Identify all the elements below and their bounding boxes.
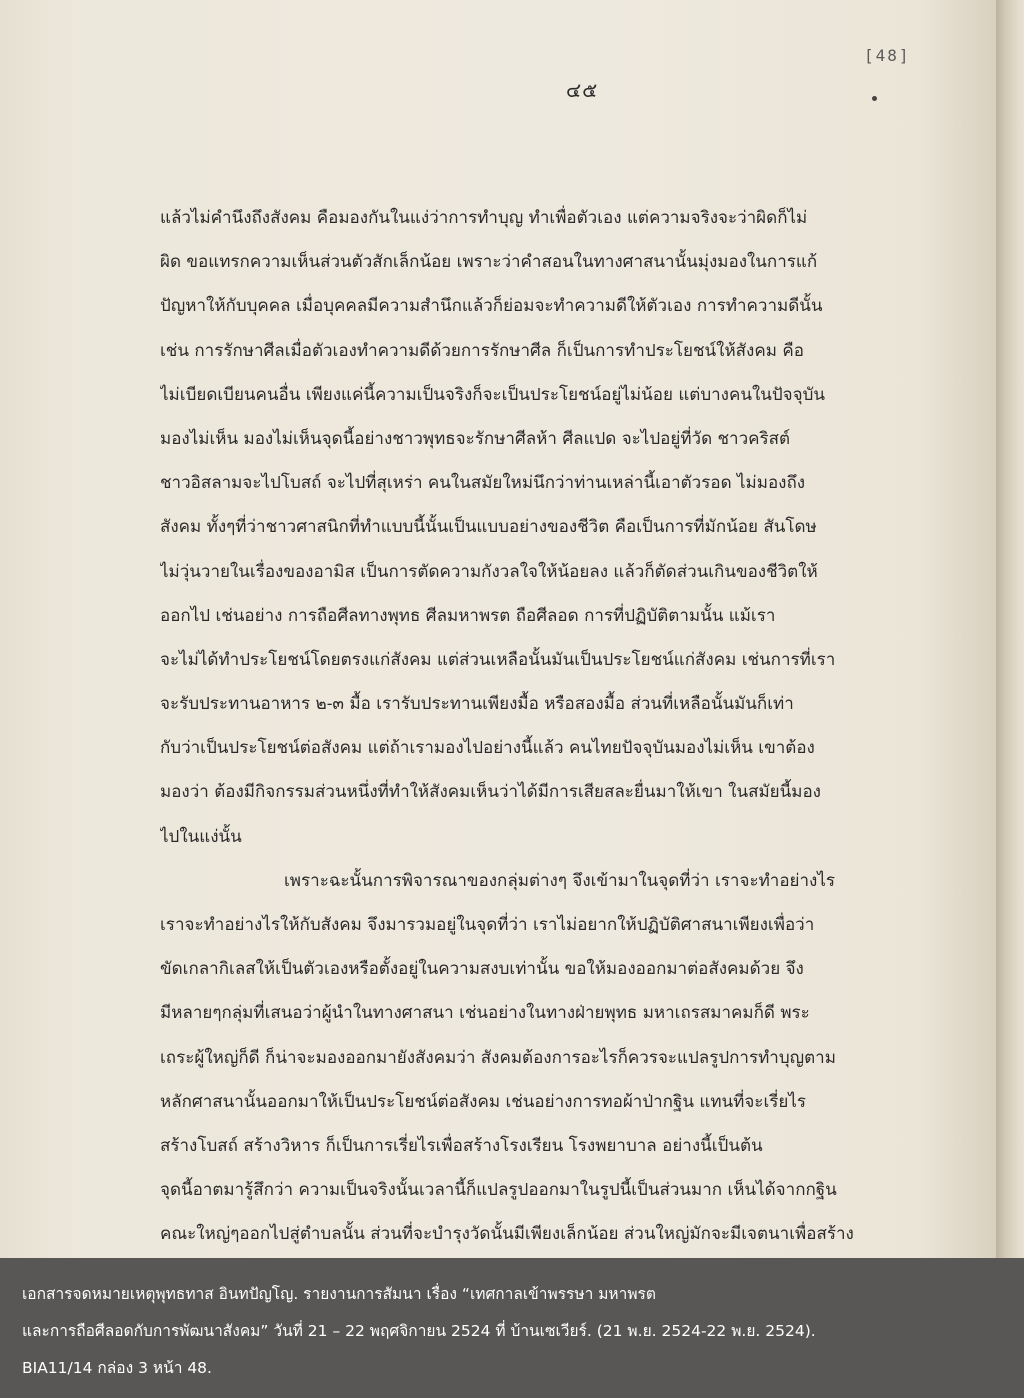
text-line: ออกไป เช่นอย่าง การถือศีลทางพุทธ ศีลมหาพรต ถือศีลอด การที่ปฏิบัติตามนั้น แม้เรา	[160, 605, 776, 626]
text-line: แล้วไม่คำนึงถึงสังคม คือมองกันในแง่ว่าการทำบุญ ทำเพื่อตัวเอง แต่ความจริงจะว่าผิดก็ไม่	[160, 208, 808, 228]
text-line: ไม่เบียดเบียนคนอื่น เพียงแค่นี้ความเป็นจริงก็จะเป็นประโยชน์อยู่ไม่น้อย แต่บางคนในปัจจุบัน	[160, 384, 825, 405]
caption-line: เอกสารจดหมายเหตุพุทธทาส อินทปัญโญ. รายงานการสัมนา เรื่อง “เทศกาลเข้าพรรษา มหาพรต	[22, 1285, 656, 1303]
text-line: สังคม ทั้งๆที่ว่าชาวศาสนิกที่ทำแบบนี้นั้นเป็นแบบอย่างของชีวิต คือเป็นการที่มักน้อย สันโดษ	[160, 517, 817, 538]
page-number: ๔๕	[566, 78, 599, 102]
text-line-indented: เพราะฉะนั้นการพิจารณาของกลุ่มต่างๆ จึงเข้ามาในจุดที่ว่า เราจะทำอย่างไร	[284, 870, 836, 891]
caption-line: และการถือศีลอดกับการพัฒนาสังคม” วันที่ 21 – 22 พฤศจิกายน 2524 ที่ บ้านเซเวียร์. (21 พ.ย. 2524-22 พ.ย. 2524).	[22, 1322, 816, 1340]
archive-page-number: [48]	[864, 46, 911, 65]
text-line: สร้างโบสถ์ สร้างวิหาร ก็เป็นการเรี่ยไรเพื่อสร้างโรงเรียน โรงพยาบาล อย่างนี้เป็นต้น	[160, 1135, 763, 1156]
text-line: มองไม่เห็น มองไม่เห็นจุดนี้อย่างชาวพุทธจะรักษาศีลห้า ศีลแปด จะไปอยู่ที่วัด ชาวคริสต์	[160, 428, 791, 449]
text-line: ผิด ขอแทรกความเห็นส่วนตัวสักเล็กน้อย เพราะว่าคำสอนในทางศาสนานั้นมุ่งมองในการแก้	[160, 252, 818, 273]
text-line: ไปในแง่นั้น	[160, 826, 242, 847]
text-line: จะรับประทานอาหาร ๒-๓ มื้อ เรารับประทานเพียงมื้อ หรือสองมื้อ ส่วนที่เหลือนั้นมันก็เท่า	[160, 694, 794, 715]
caption-bar	[0, 1258, 1024, 1398]
ink-mark	[872, 96, 877, 101]
text-line: ไม่วุ่นวายในเรื่องของอามิส เป็นการตัดความกังวลใจให้น้อยลง แล้วก็ตัดส่วนเกินของชีวิตให้	[160, 561, 818, 582]
body-text	[160, 196, 936, 1257]
text-line: เราจะทำอย่างไรให้กับสังคม จึงมารวมอยู่ในจุดที่ว่า เราไม่อยากให้ปฏิบัติศาสนาเพียงเพื่อว่า	[160, 915, 815, 935]
text-line: มีหลายๆกลุ่มที่เสนอว่าผู้นำในทางศาสนา เช่นอย่างในทางฝ่ายพุทธ มหาเถรสมาคมก็ดี พระ	[160, 1003, 810, 1024]
caption-line: BIA11/14 กล่อง 3 หน้า 48.	[22, 1359, 212, 1377]
text-line: เช่น การรักษาศีลเมื่อตัวเองทำความดีด้วยการรักษาศีล ก็เป็นการทำประโยชน์ให้สังคม คือ	[160, 340, 804, 361]
text-line: จุดนี้อาตมารู้สึกว่า ความเป็นจริงนั้นเวลานี้ก็แปลรูปออกมาในรูปนี้เป็นส่วนมาก เห็นได้จากกฐิน	[160, 1180, 837, 1201]
text-line: เถระผู้ใหญ่ก็ดี ก็น่าจะมองออกมายังสังคมว่า สังคมต้องการอะไรก็ควรจะแปลรูปการทำบุญตาม	[160, 1047, 836, 1068]
text-line: มองว่า ต้องมีกิจกรรมส่วนหนึ่งที่ทำให้สังคมเห็นว่าได้มีการเสียสละยื่นมาให้เขา ในสมัยนี้มอง	[160, 782, 821, 803]
text-line: ชาวอิสลามจะไปโบสถ์ จะไปที่สุเหร่า คนในสมัยใหม่นึกว่าท่านเหล่านี้เอาตัวรอด ไม่มองถึง	[160, 473, 806, 494]
text-line: คณะใหญ่ๆออกไปสู่ตำบลนั้น ส่วนที่จะบำรุงวัดนั้นมีเพียงเล็กน้อย ส่วนใหญ่มักจะมีเจตนาเพื่อสร้าง	[160, 1224, 854, 1245]
text-line: จะไม่ได้ทำประโยชน์โดยตรงแก่สังคม แต่ส่วนเหลือนั้นมันเป็นประโยชน์แก่สังคม เช่นการที่เรา	[160, 649, 836, 670]
text-line: ขัดเกลากิเลสให้เป็นตัวเองหรือตั้งอยู่ในความสงบเท่านั้น ขอให้มองออกมาต่อสังคมด้วย จึง	[160, 959, 804, 980]
page-edge	[996, 0, 1024, 1258]
text-line: หลักศาสนานั้นออกมาให้เป็นประโยชน์ต่อสังคม เช่นอย่างการทอผ้าป่ากฐิน แทนที่จะเรี่ยไร	[160, 1091, 807, 1112]
text-line: ปัญหาให้กับบุคคล เมื่อบุคคลมีความสำนึกแล้วก็ย่อมจะทำความดีให้ตัวเอง การทำความดีนั้น	[160, 296, 823, 317]
text-line: กับว่าเป็นประโยชน์ต่อสังคม แต่ถ้าเรามองไปอย่างนี้แล้ว คนไทยปัจจุบันมองไม่เห็น เขาต้อง	[160, 738, 815, 759]
